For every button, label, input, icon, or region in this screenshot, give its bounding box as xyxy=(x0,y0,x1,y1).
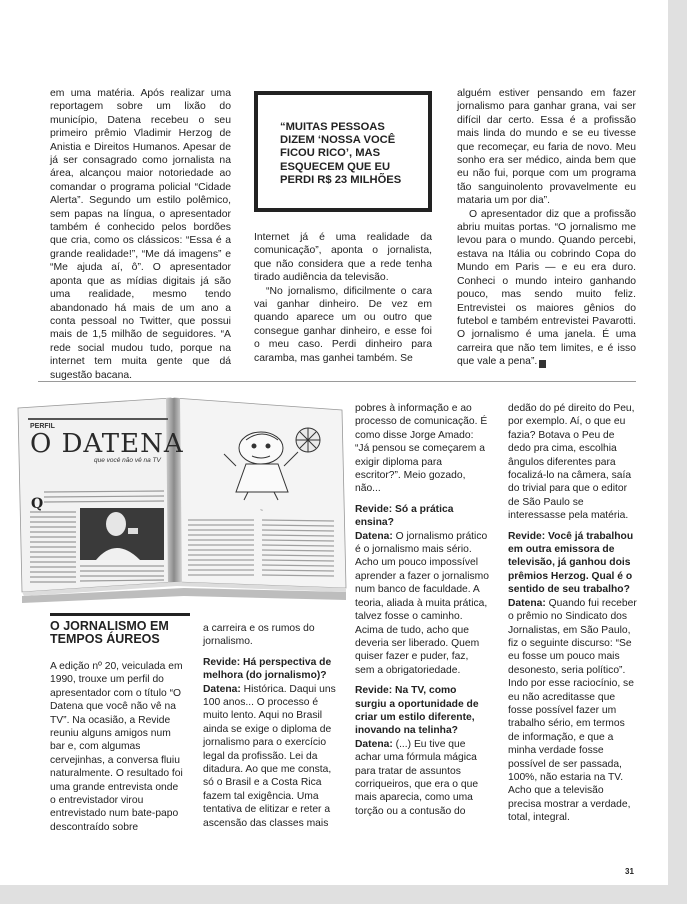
article-paragraph xyxy=(457,208,636,369)
interview-answer: (...) Eu tive que achar uma fórmula mágica para tratar de assuntos corriqueiros, que era o que mais aparecia, como uma torção ou a contusão do xyxy=(355,738,479,817)
sidebar-paragraph: A edição nº 20, veiculada em 1990, trouxe um perfil do apresentador com o título “O Datena que você não vê na TV”. Na ocasião, a Revide reuniu alguns amigos num bar e, com algumas cervejinhas, a conversa fluiu naturalmente. O resultado foi uma grande entrevista onde o entrevistador virou entrevistado num bate-papo descontraído sobre xyxy=(50,661,183,833)
article-column-3 xyxy=(457,87,636,369)
sidebar-qa xyxy=(508,530,638,825)
interview-answer: O jornalismo prático é o jornalismo mais sério. Acho um pouco impossível aprender a fazer o jornalismo num banco de faculdade. A teoria, aliada à muita prática, talvez fosse o caminho. Acima de tudo, acho que deveria ser liberado. Quem quiser fazer e puder, faz, sem a obrigatoriedade. xyxy=(355,530,489,676)
article-column-2 xyxy=(254,231,432,365)
end-mark-icon: R xyxy=(539,360,546,368)
interview-answer-label: Datena: xyxy=(203,683,241,695)
magazine-drop-cap: Q xyxy=(31,496,44,512)
interview-question: Revide: Só a prática ensina? xyxy=(355,503,454,529)
sidebar-qa xyxy=(355,684,489,818)
archive-magazine-photo xyxy=(16,396,350,604)
sidebar-paragraph: a carreira e os rumos do jornalismo. xyxy=(203,623,315,648)
magazine-photo-hand xyxy=(128,528,138,534)
magazine-photo-face xyxy=(106,512,126,536)
sidebar-column-2 xyxy=(203,622,337,837)
interview-question: Revide: Você já trabalhou em outra emissora de televisão, já ganhou dois prêmios Herzog. Qual é o sentido de seu trabalho? xyxy=(508,530,634,596)
interview-question: Revide: Na TV, como surgiu a oportunidade de criar um estilo diferente, inovando na telinha? xyxy=(355,685,479,737)
magazine-header-rule xyxy=(28,418,168,420)
interview-answer: Quando fui receber o prêmio no Sindicato dos Jornalistas, em São Paulo, fiz o seguinte discurso: “Se eu fosse um pouco mais desonesto, seria político”. Indo por esse raciocínio, se eu não acreditasse que fosse possível fazer um trabalho sério, em termos de informação, e que a minha verdade fosse possível de ser passada, 100%, não estaria na TV. Acho que a televisão precisa mostrar a verdade, total, integral. xyxy=(508,597,637,824)
sidebar-qa xyxy=(355,503,489,677)
page-shadow-right xyxy=(668,0,687,904)
sidebar-column-3 xyxy=(355,402,489,825)
interview-answer-label: Datena: xyxy=(355,738,393,750)
sidebar-paragraph: dedão do pé direito do Peu, por exemplo. Aí, o que eu fazia? Botava o Peu de dedo pra cima, escolhia ângulos diferentes para focalizá-lo na câmera, saía do trivial para que o editor de São Paulo se interessasse pela matéria. xyxy=(508,403,635,522)
sidebar-qa xyxy=(203,656,337,830)
magazine-gutter xyxy=(166,398,182,583)
pull-quote-text: “MUITAS PESSOAS DIZEM ‘NOSSA VOCÊ FICOU RICO’, MAS ESQUECEM QUE EU PERDI R$ 23 MILHÕES xyxy=(280,121,402,186)
interview-answer: Histórica. Daqui uns 100 anos... O processo é muito lento. Aqui no Brasil ainda se exige o diploma de jornalismo para o exercício legal da profissão. Lei da ditadura. Ao que me consta, só o Brasil e a Costa Rica fazem tal exigência. Uma tentativa de elitizar e reter a ascensão das classes mais xyxy=(203,683,336,829)
magazine-headline: O DATENA xyxy=(30,429,184,459)
article-paragraph: “No jornalismo, dificilmente o cara vai ganhar dinheiro. De vez em quando aparece um ou outro que consegue ganhar dinheiro, e esse foi o meu caso. Perdi dinheiro para caramba, mas ganhei também. Se xyxy=(254,285,432,364)
article-paragraph-text: O apresentador diz que a profissão abriu muitas portas. “O jornalismo me levou para o mundo. Quando percebi, estava na Itália ou cobrindo Copa do Mundo em Paris — e eu era duro. Conheci o mundo inteiro ganhando pouco, mas sendo muito feliz. Entrevistei os maiores gênios do futebol e também entrevistei Pavarotti. O jornalismo é uma janela. É uma carreira que não tem limites, e é isso que vale a pena”. xyxy=(457,208,636,368)
sidebar-column-4 xyxy=(508,402,638,832)
article-paragraph: em uma matéria. Após realizar uma reportagem sobre um lixão do município, Datena recebeu o seu primeiro prêmio Vladimir Herzog de Anistia e Direitos Humanos. Apesar de já ser consagrado como jornalista na área, alcançou maior notoriedade ao comandar o programa policial “Cidade Alerta”. Segundo um estilo polêmico, sem papas na língua, o apresentador também é conhecido pelos bordões que cria, como os clássicos: “Essa é a grande realidade!”, “Me dá imagens” e “Me ajuda aí, ô”. O apresentador aponta que as mídias digitais já são uma realidade, mesmo tendo abandonado há mais de um ano a conta pessoal no Twitter, que possui mais de 1,5 milhão de seguidores. “A rede social mudou tudo, porque na internet tem muita gente que dá sugestão bacana. xyxy=(50,88,231,381)
magazine-cartoon-signature: ~ xyxy=(260,508,263,514)
article-column-1 xyxy=(50,87,231,382)
article-paragraph: alguém estiver pensando em fazer jornalismo para ganhar grana, vai ser difícil dar certo. Essa é a profissão mais linda do mundo e se eu tivesse que recomeçar, eu faria de novo. Meu sonho era ser médico, ainda bem que eu não fui, porque com um programa tão sanguinolento provavelmente eu mataria um por dia”. xyxy=(457,88,636,207)
pull-quote-box xyxy=(254,91,432,212)
section-divider xyxy=(38,381,636,382)
interview-question: Revide: Há perspectiva de melhora (do jornalismo)? xyxy=(203,656,332,682)
magazine-section-tag: PERFIL xyxy=(30,423,55,430)
page-number: 31 xyxy=(625,867,634,876)
sidebar-heading: O JORNALISMO EM TEMPOS ÁUREOS xyxy=(50,620,185,645)
interview-answer-label: Datena: xyxy=(355,530,393,542)
sidebar-column-1 xyxy=(50,660,186,841)
article-paragraph: Internet já é uma realidade da comunicação”, aponta o jornalista, que não considera que a rede tenha tirado audiência da televisão. xyxy=(254,232,432,284)
sidebar-paragraph: pobres à informação e ao processo de comunicação. É como disse Jorge Amado: “Já pensou se começarem a exigir diploma para escritor?”. Meio gozado, não... xyxy=(355,403,488,495)
page-shadow-bottom xyxy=(0,885,687,904)
interview-answer-label: Datena: xyxy=(508,597,546,609)
magazine-subheadline: que você não vê na TV xyxy=(94,457,161,464)
